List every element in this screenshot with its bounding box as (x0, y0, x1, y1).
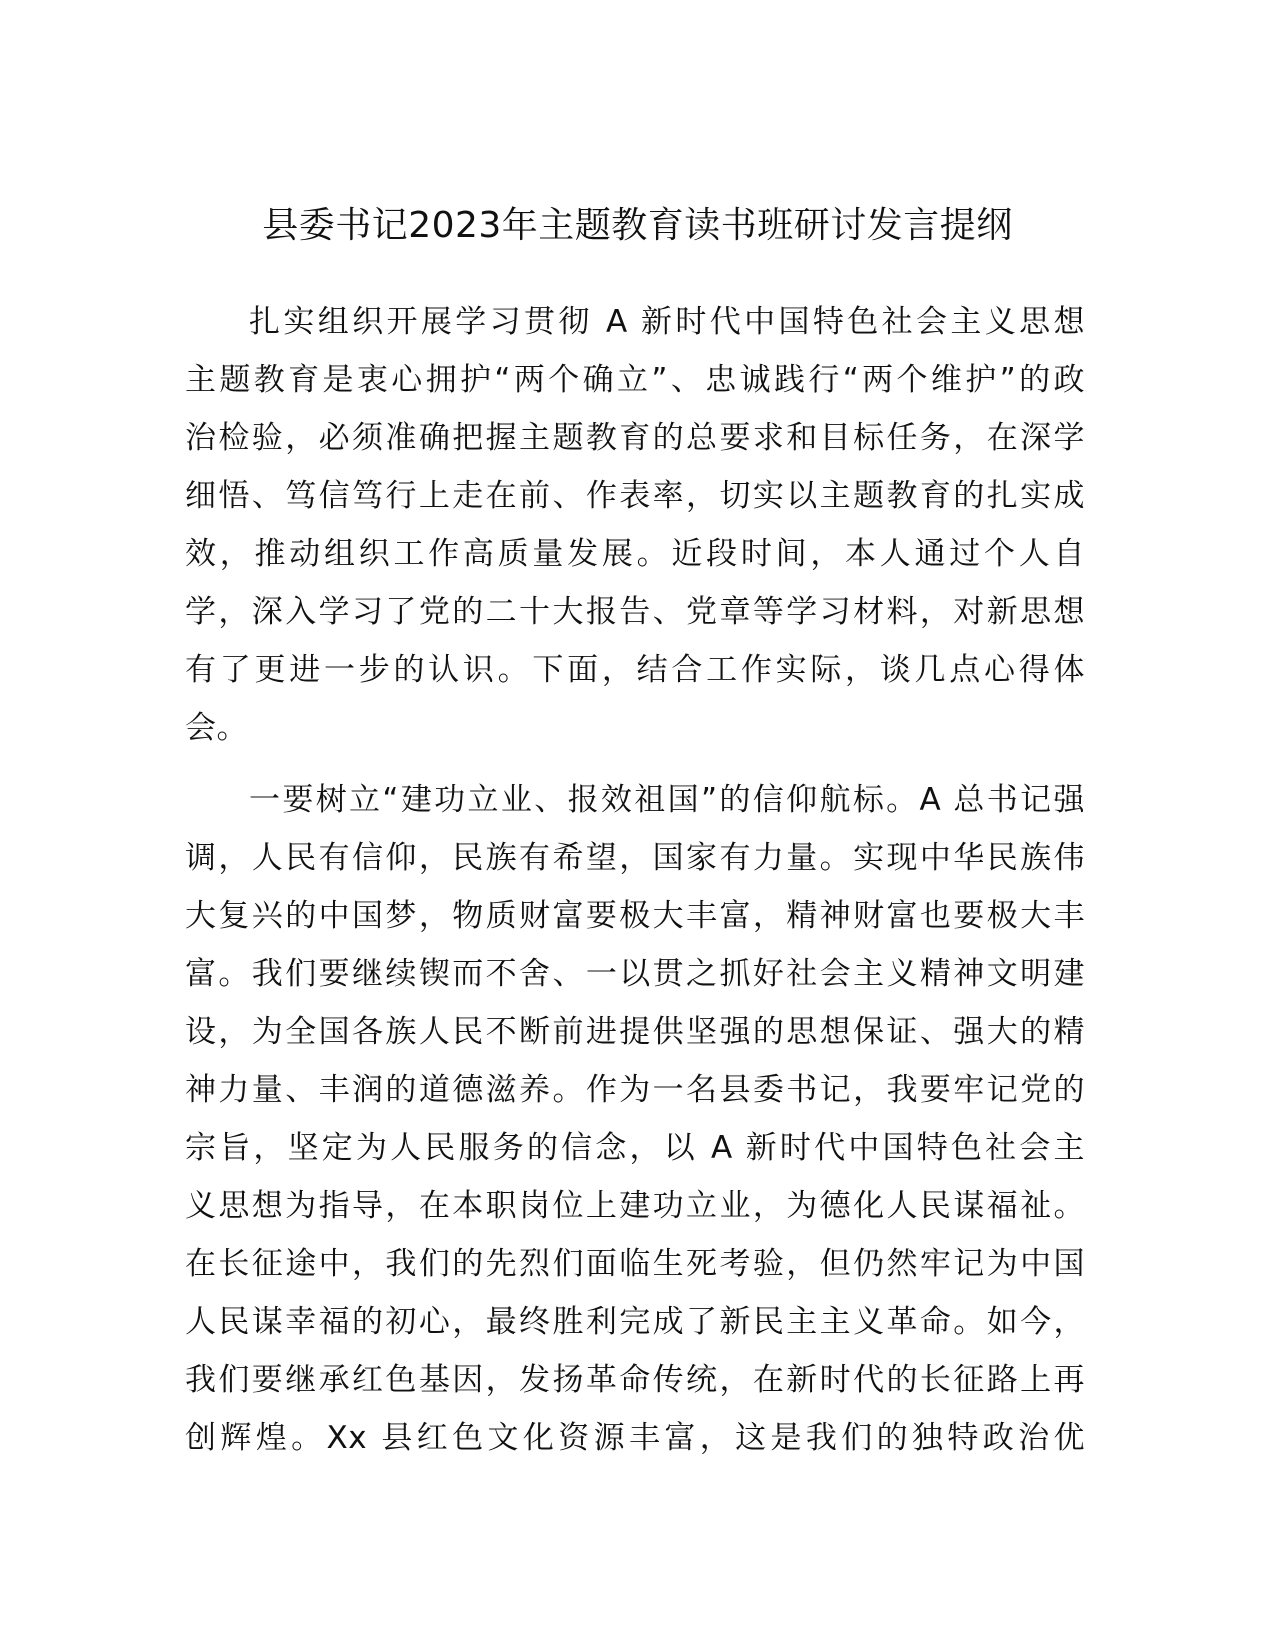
text-line: 调，人民有信仰，民族有希望，国家有力量。实现中华民族伟 (185, 840, 1085, 876)
text-line: 富。我们要继续锲而不舍、一以贯之抓好社会主义精神文明建 (185, 956, 1085, 992)
text-line: 人民谋幸福的初心，最终胜利完成了新民主主义革命。如今， (185, 1304, 1085, 1340)
text-line: 主题教育是衷心拥护“两个确立”、忠诚践行“两个维护”的政 (185, 362, 1085, 398)
document-title: 县委书记2023年主题教育读书班研讨发言提纲 (262, 205, 1013, 246)
text-line: 我们要继承红色基因，发扬革命传统，在新时代的长征路上再 (185, 1362, 1085, 1398)
text-line: 大复兴的中国梦，物质财富要极大丰富，精神财富也要极大丰 (185, 898, 1085, 934)
text-line: 效，推动组织工作高质量发展。近段时间，本人通过个人自 (185, 536, 1085, 572)
paragraph-section-one (185, 771, 1085, 1467)
text-line: 细悟、笃信笃行上走在前、作表率，切实以主题教育的扎实成 (185, 478, 1085, 514)
text-line: 会。 (185, 710, 248, 746)
text-line: 宗旨，坚定为人民服务的信念，以 A 新时代中国特色社会主 (185, 1130, 1085, 1166)
document-body (185, 293, 1085, 1467)
text-line: 义思想为指导，在本职岗位上建功立业，为德化人民谋福祉。 (185, 1188, 1085, 1224)
paragraph-intro (185, 293, 1085, 757)
text-line: 有了更进一步的认识。下面，结合工作实际，谈几点心得体 (185, 652, 1085, 688)
text-line: 在长征途中，我们的先烈们面临生死考验，但仍然牢记为中国 (185, 1246, 1085, 1282)
text-line: 设，为全国各族人民不断前进提供坚强的思想保证、强大的精 (185, 1014, 1085, 1050)
text-line: 神力量、丰润的道德滋养。作为一名县委书记，我要牢记党的 (185, 1072, 1085, 1108)
text-line: 学，深入学习了党的二十大报告、党章等学习材料，对新思想 (185, 594, 1085, 630)
text-line: 一要树立“建功立业、报效祖国”的信仰航标。A 总书记强 (249, 782, 1085, 818)
text-line: 治检验，必须准确把握主题教育的总要求和目标任务，在深学 (185, 420, 1085, 456)
text-line: 扎实组织开展学习贯彻 A 新时代中国特色社会主义思想 (249, 304, 1085, 340)
text-line: 创辉煌。Xx 县红色文化资源丰富，这是我们的独特政治优 (185, 1420, 1085, 1456)
